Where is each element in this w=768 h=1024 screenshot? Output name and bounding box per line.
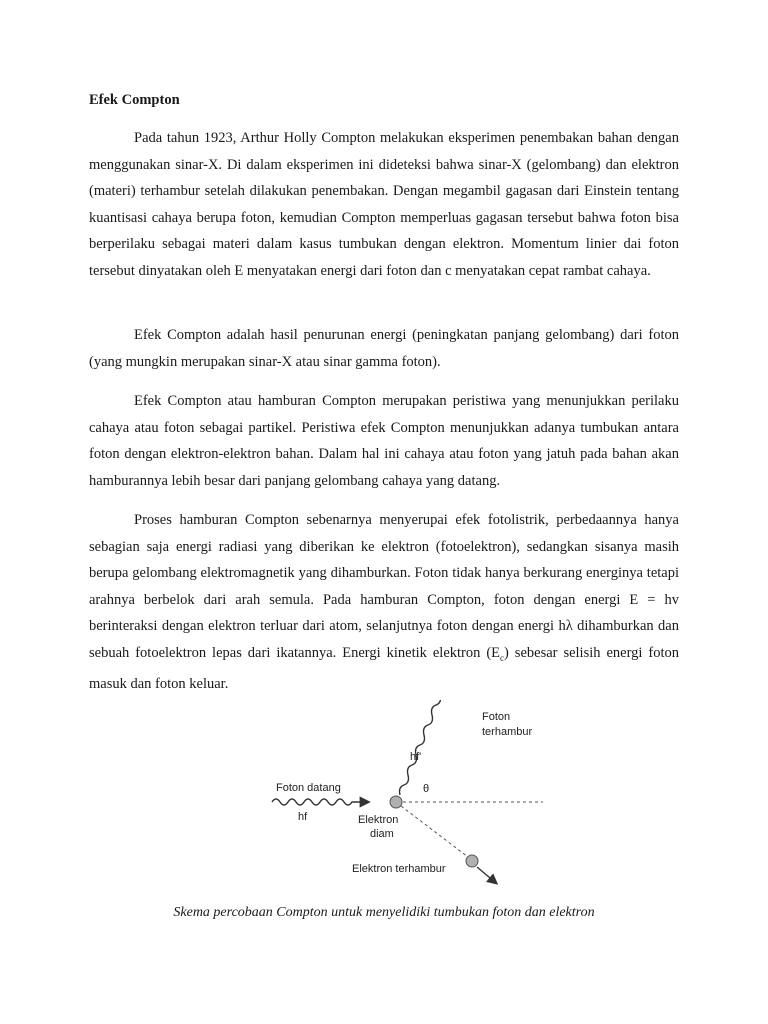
paragraph-4-text-b: ) sebesar selisih energi foton masuk dan foton keluar. bbox=[89, 644, 679, 692]
subscript-c: c bbox=[500, 652, 505, 663]
label-elektron-terhambur: Elektron terhambur bbox=[352, 863, 446, 875]
document-title: Efek Compton bbox=[89, 92, 180, 108]
paragraph-3: Efek Compton atau hamburan Compton merupakan peristiwa yang menunjukkan perilaku cahaya atau foton sebagai partikel. Peristiwa efek Compton menunjukkan adanya tumbukan antara foton dengan elektron-elektron bahan. Dalam hal ini cahaya atau foton yang jatuh pada bahan akan hamburannya lebih besar dari panjang gelombang cahaya yang datang. bbox=[89, 393, 679, 489]
electron-path-dashed bbox=[401, 806, 468, 857]
label-foton-datang: Foton datang bbox=[276, 782, 341, 794]
label-foton-terhambur-2: terhambur bbox=[482, 726, 533, 738]
paragraph-4-text-a: Proses hamburan Compton sebenarnya menyerupai efek fotolistrik, perbedaannya hanya sebagian saja energi radiasi yang diberikan ke elektron (fotoelektron), sedangkan sisanya masih berupa gelombang elektromagnetik yang dihamburkan. Foton tidak hanya berkurang energinya tetapi arahnya berbelok dari arah semula. Pada hamburan Compton, foton dengan energi E = hv berinteraksi dengan elektron terluar dari atom, selanjutnya foton dengan energi hλ dihamburkan dan sebuah fotoelektron lepas dari ikatannya. Energi kinetik elektron (E bbox=[89, 512, 679, 661]
label-hf: hf bbox=[298, 811, 308, 823]
label-elektron-diam-2: diam bbox=[370, 828, 394, 840]
scattered-photon-wave bbox=[400, 700, 469, 795]
compton-diagram-svg bbox=[260, 700, 560, 900]
label-theta: θ bbox=[423, 783, 430, 795]
compton-diagram bbox=[260, 700, 560, 900]
electron-scattered-arrow bbox=[477, 867, 496, 883]
label-elektron-diam-1: Elektron bbox=[358, 814, 399, 826]
figure-caption: Skema percobaan Compton untuk menyelidiki tumbukan foton dan elektron bbox=[173, 905, 595, 920]
label-foton-terhambur-1: Foton bbox=[482, 711, 511, 723]
label-hf-prime: hf' bbox=[410, 751, 422, 763]
electron-rest-circle bbox=[390, 796, 402, 808]
electron-scattered-circle bbox=[466, 855, 478, 867]
paragraph-4 bbox=[89, 507, 679, 697]
incoming-photon-wave bbox=[272, 799, 368, 805]
paragraph-2: Efek Compton adalah hasil penurunan energi (peningkatan panjang gelombang) dari foton (yang mungkin merupakan sinar-X atau sinar gamma foton). bbox=[89, 327, 679, 370]
paragraph-1: Pada tahun 1923, Arthur Holly Compton melakukan eksperimen penembakan bahan dengan menggunakan sinar-X. Di dalam eksperimen ini dideteksi bahwa sinar-X (gelombang) dan elektron (materi) terhambur setelah dilakukan penembakan. Dengan megambil gagasan dari Einstein tentang kuantisasi cahaya berupa foton, kemudian Compton memperluas gagasan tersebut bahwa foton bisa berperilaku sebagai materi dalam kasus tumbukan dengan elektron. Momentum linier dai foton tersebut dinyatakan oleh E menyatakan energi dari foton dan c menyatakan cepat rambat cahaya. bbox=[89, 130, 679, 279]
